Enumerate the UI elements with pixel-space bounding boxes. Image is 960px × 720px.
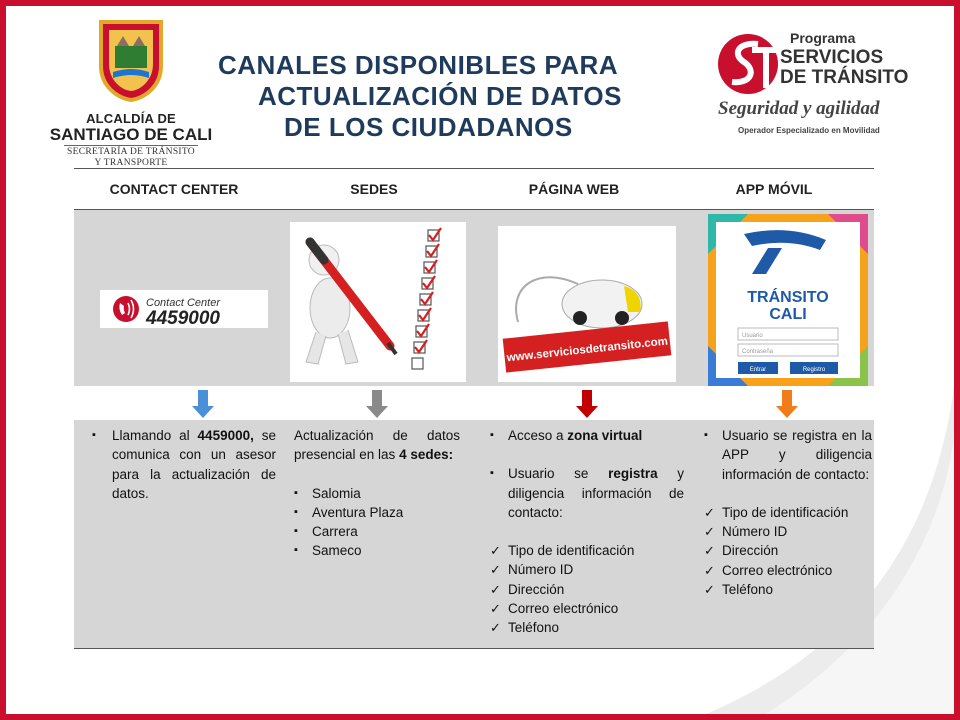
arrow-down-blue-icon: [192, 390, 214, 418]
image-row: [74, 210, 874, 386]
alcaldia-logo: [46, 16, 216, 169]
web-text-1a: Acceso a: [508, 428, 568, 443]
app-text: [704, 426, 872, 599]
contact-center-image: [100, 290, 268, 328]
app-title-line1: TRÁNSITO: [747, 289, 829, 306]
dept-line1: SECRETARÍA DE TRÁNSITO: [67, 147, 195, 157]
web-url-text: www.serviciosdetransito.com: [506, 335, 669, 365]
alcaldia-line1: ALCALDÍA DE: [86, 111, 176, 126]
web-text-2b: registra: [608, 466, 658, 482]
secretaria-text: [64, 145, 198, 169]
app-bullet-1: ▪ Usuario se registra en la APP y diligencia información de contacto:: [704, 426, 872, 484]
sedes-text: [294, 426, 460, 561]
sede-item: ▪ Carrera: [294, 522, 460, 541]
sede-item: ▪ Sameco: [294, 541, 460, 560]
cali-coat-of-arms-icon: [95, 16, 167, 102]
programa-label: Programa: [790, 30, 856, 46]
app-check-item: ✓ Teléfono: [704, 580, 872, 599]
st-logo-icon: [716, 32, 784, 96]
app-enter-button: Entrar: [749, 367, 767, 373]
table-header: [74, 168, 874, 210]
title-line1: CANALES DISPONIBLES PARA: [218, 50, 619, 80]
sedes-bold: 4 sedes:: [399, 447, 454, 463]
web-text-2c: y diligencia información de contacto:: [508, 466, 684, 520]
page-title: [216, 50, 686, 143]
app-check-item: ✓ Número ID: [704, 522, 872, 541]
arrow-down-gray-icon: [366, 390, 388, 418]
web-check-item: ✓ Teléfono: [490, 618, 684, 637]
contact-center-number: 4459000: [146, 308, 220, 328]
servicios-transito-logo: [716, 28, 936, 143]
web-check-item: ✓ Correo electrónico: [490, 599, 684, 618]
web-text-2a: Usuario se: [508, 466, 609, 482]
app-screenshot-image: [708, 214, 868, 386]
web-text: [490, 426, 684, 638]
app-pass-placeholder: Contraseña: [742, 349, 774, 355]
contact-number-bold: 4459000,: [197, 428, 254, 443]
app-user-placeholder: Usuario: [742, 333, 763, 339]
arrow-down-orange-icon: [776, 390, 798, 418]
arrow-down-red-icon: [576, 390, 598, 418]
app-register-button: Registro: [802, 367, 826, 373]
slogan: Seguridad y agilidad: [718, 98, 880, 119]
app-check-item: ✓ Dirección: [704, 541, 872, 560]
servicios-name: [780, 48, 908, 88]
app-check-item: ✓ Correo electrónico: [704, 561, 872, 580]
web-bullet-1: [490, 426, 684, 445]
sede-item: ▪ Salomia: [294, 484, 460, 503]
text-row: [74, 420, 874, 649]
servicios-line2: DE TRÁNSITO: [780, 67, 909, 88]
app-title-line2: CALI: [769, 306, 807, 323]
app-check-item: ✓ Tipo de identificación: [704, 503, 872, 522]
dept-line2: Y TRANSPORTE: [94, 158, 168, 168]
header-sedes: SEDES: [350, 181, 398, 197]
web-check-item: ✓ Número ID: [490, 560, 684, 579]
header-app-movil: APP MÓVIL: [735, 181, 813, 197]
web-bullet-2: [490, 464, 684, 522]
contact-text-1: Llamando al: [112, 428, 198, 443]
sedes-checklist-image: [290, 222, 466, 382]
arrow-row: [74, 386, 874, 420]
sedes-text-1: Actualización de datos presencial en las: [294, 428, 460, 463]
header-contact-center: CONTACT CENTER: [109, 181, 239, 197]
sedes-intro: [294, 426, 460, 465]
contact-center-bullet: [82, 426, 276, 503]
contact-center-label: Contact Center: [146, 297, 220, 309]
title-line2: ACTUALIZACIÓN DE DATOS: [258, 81, 622, 111]
servicios-line1: SERVICIOS: [780, 47, 884, 68]
contact-center-text: [82, 426, 276, 503]
web-check-item: ✓ Dirección: [490, 580, 684, 599]
web-check-item: ✓ Tipo de identificación: [490, 541, 684, 560]
title-line3: DE LOS CIUDADANOS: [284, 112, 573, 142]
web-text-1b: zona virtual: [567, 428, 643, 443]
web-mouse-image: [498, 226, 676, 382]
operator-text: Operador Especializado en Movilidad: [738, 126, 880, 135]
alcaldia-line2: SANTIAGO DE CALI: [49, 125, 213, 144]
sede-item: ▪ Aventura Plaza: [294, 503, 460, 522]
contact-text-2: se comunica con un asesor para la actualización de datos.: [112, 428, 276, 501]
header-pagina-web: PÁGINA WEB: [528, 181, 620, 197]
